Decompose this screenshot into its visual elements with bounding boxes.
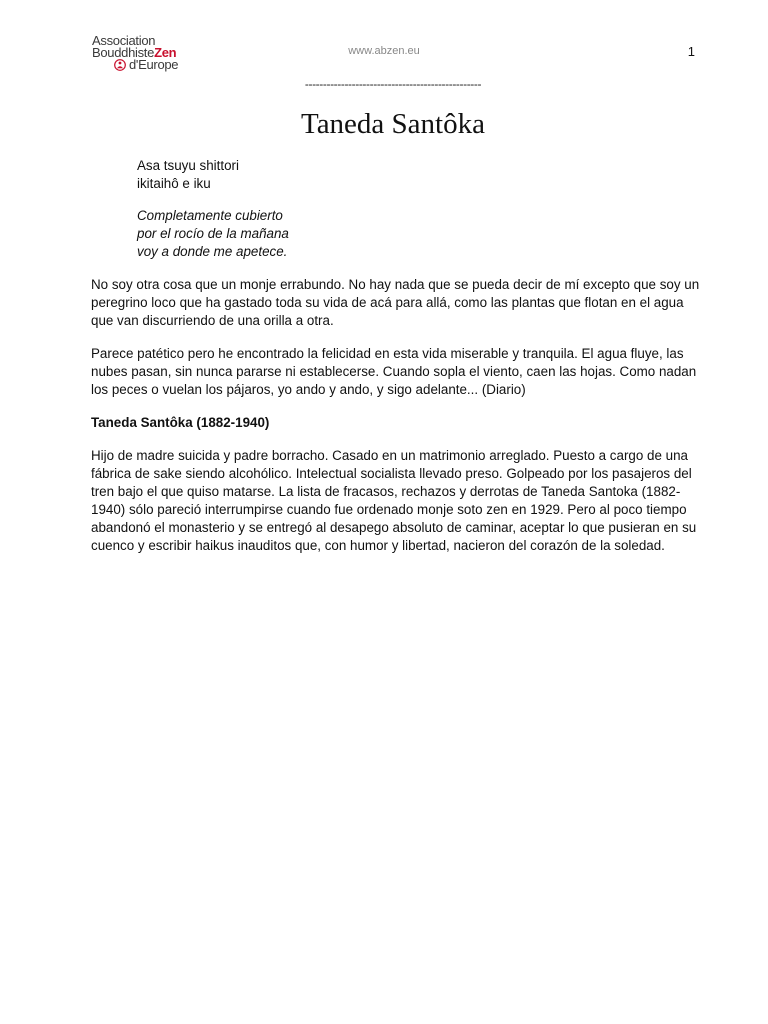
poem-translation-line: por el rocío de la mañana — [137, 226, 289, 241]
logo-zen-text: Zen — [154, 45, 177, 60]
page-number: 1 — [687, 44, 695, 59]
site-url: www.abzen.eu — [348, 45, 420, 57]
logo-line-1: Association — [92, 33, 156, 48]
document-body — [91, 157, 703, 555]
poem-translation-line: voy a donde me apetece. — [137, 244, 288, 259]
section-heading: Taneda Santôka (1882-1940) — [91, 415, 270, 430]
document-title: Taneda Santôka — [301, 108, 485, 140]
logo-line-3-text: d'Europe — [129, 57, 179, 72]
poem-translation-line: Completamente cubierto — [137, 208, 283, 223]
poem-translation — [137, 207, 703, 261]
logo-line-2-prefix: Bouddhiste — [92, 45, 155, 60]
poem-original — [137, 157, 703, 193]
logo-line-3 — [92, 59, 202, 71]
paragraph-wandering-monk: No soy otra cosa que un monje errabundo. No hay nada que se pueda decir de mí excepto que soy un peregrino loco que ha gastado toda su vida de acá para allá, como las plantas que flotan en el agua que van discurriendo de una orilla a otra. — [91, 277, 700, 328]
paragraph-biography: Hijo de madre suicida y padre borracho. Casado en un matrimonio arreglado. Puesto a cargo de una fábrica de sake siendo alcohólico. Intelectual socialista llevado preso. Golpeado por los pasajeros del tren bajo el que quiso matarse. La lista de fracasos, rechazos y derrotas de Taneda Santoka (1882-1940) sólo pareció interrumpirse cuando fue ordenado monje soto zen en 1929. Pero al poco tiempo abandonó el monasterio y se entregó al desapego absoluto de caminar, aceptar lo que pusieran en su cuenco y escribir haikus inauditos que, con humor y libertad, nacieron del corazón de la soledad. — [91, 448, 697, 553]
poem-original-line: Asa tsuyu shittori — [137, 158, 239, 173]
header-separator: ------------------------------------------------- — [304, 77, 482, 91]
poem-original-line: ikitaihô e iku — [137, 176, 211, 191]
paragraph-happiness: Parece patético pero he encontrado la felicidad en esta vida miserable y tranquila. El agua fluye, las nubes pasan, sin nunca pararse ni establecerse. Cuando sopla el viento, caen las hojas. Como nadan los peces o vuelan los pájaros, yo ando y ando, y sigo adelante... (Diario) — [91, 346, 697, 397]
meditating-figure-icon — [114, 59, 126, 71]
